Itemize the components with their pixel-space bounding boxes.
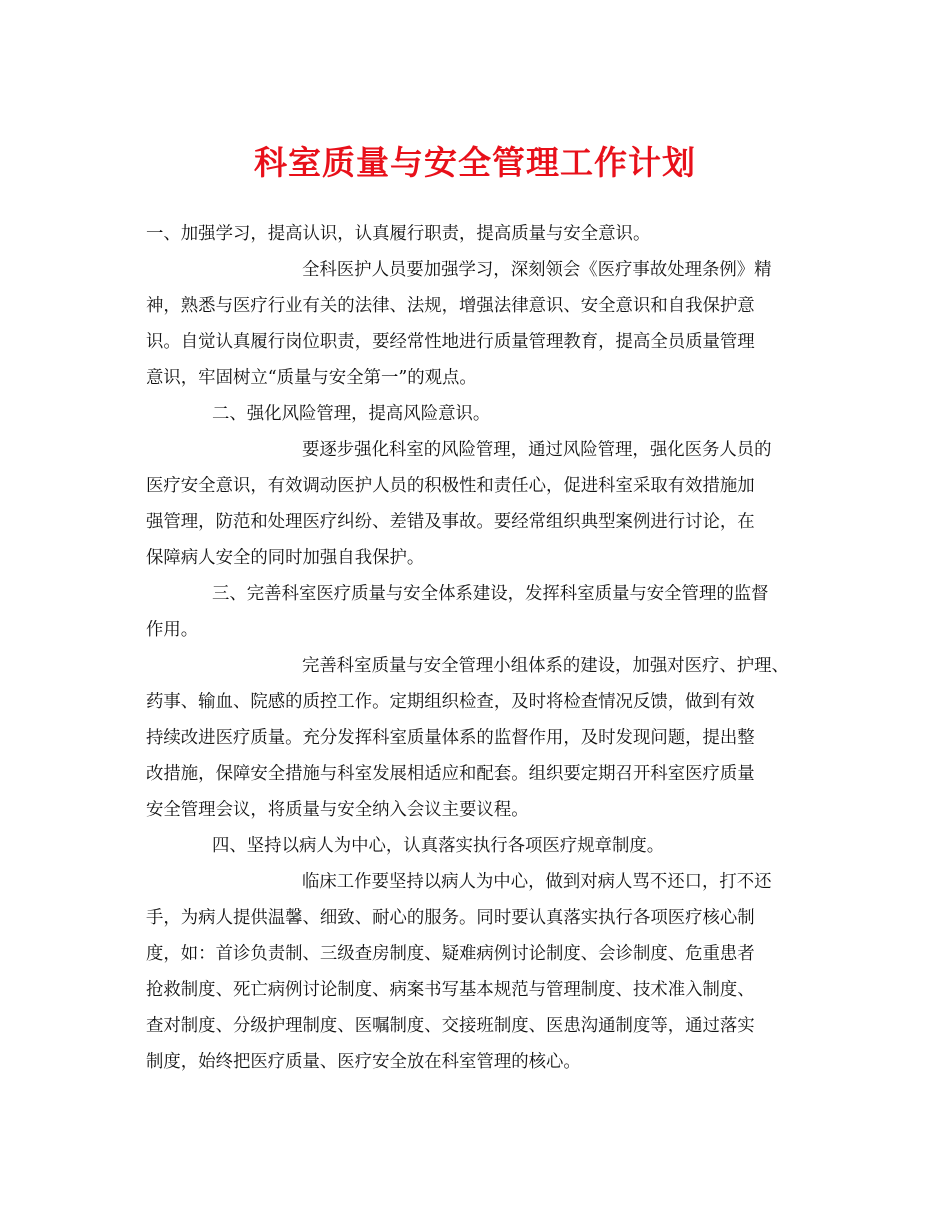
body-line-18: 四、坚持以病人为中心，认真落实执行各项医疗规章制度。 <box>212 836 665 856</box>
body-line-8: 医疗安全意识，有效调动医护人员的积极性和责任心，促进科室采取有效措施加 <box>146 476 755 496</box>
body-line-19: 临床工作要坚持以病人为中心，做到对病人骂不还口，打不还 <box>302 872 772 892</box>
body-line-12: 作用。 <box>146 620 199 640</box>
body-line-23: 查对制度、分级护理制度、医嘱制度、交接班制度、医患沟通制度等，通过落实 <box>146 1016 755 1036</box>
body-line-20: 手，为病人提供温馨、细致、耐心的服务。同时要认真落实执行各项医疗核心制 <box>146 908 755 928</box>
body-line-5: 意识，牢固树立“质量与安全第一”的观点。 <box>146 368 477 388</box>
body-line-16: 改措施，保障安全措施与科室发展相适应和配套。组织要定期召开科室医疗质量 <box>146 764 755 784</box>
body-line-14: 药事、输血、院感的质控工作。定期组织检查，及时将检查情况反馈，做到有效 <box>146 692 755 712</box>
body-line-4: 识。自觉认真履行岗位职责，要经常性地进行质量管理教育，提高全员质量管理 <box>146 332 755 352</box>
body-line-7: 要逐步强化科室的风险管理，通过风险管理，强化医务人员的 <box>302 440 772 460</box>
body-line-21: 度，如：首诊负责制、三级查房制度、疑难病例讨论制度、会诊制度、危重患者 <box>146 944 755 964</box>
body-line-10: 保障病人安全的同时加强自我保护。 <box>146 548 425 568</box>
body-line-3: 神，熟悉与医疗行业有关的法律、法规，增强法律意识、安全意识和自我保护意 <box>146 296 755 316</box>
body-line-13: 完善科室质量与安全管理小组体系的建设，加强对医疗、护理、 <box>302 656 789 676</box>
body-line-6: 二、强化风险管理，提高风险意识。 <box>212 404 491 424</box>
body-line-15: 持续改进医疗质量。充分发挥科室质量体系的监督作用，及时发现问题，提出整 <box>146 728 755 748</box>
body-line-22: 抢救制度、死亡病例讨论制度、病案书写基本规范与管理制度、技术准入制度、 <box>146 980 755 1000</box>
body-line-2: 全科医护人员要加强学习，深刻领会《医疗事故处理条例》精 <box>302 260 772 280</box>
document-title: 科室质量与安全管理工作计划 <box>254 143 696 182</box>
body-line-11: 三、完善科室医疗质量与安全体系建设，发挥科室质量与安全管理的监督 <box>212 584 769 604</box>
body-line-24: 制度，始终把医疗质量、医疗安全放在科室管理的核心。 <box>146 1052 581 1072</box>
body-line-9: 强管理，防范和处理医疗纠纷、差错及事故。要经常组织典型案例进行讨论，在 <box>146 512 755 532</box>
body-line-1: 一、加强学习，提高认识，认真履行职责，提高质量与安全意识。 <box>146 224 651 244</box>
body-line-17: 安全管理会议，将质量与安全纳入会议主要议程。 <box>146 800 529 820</box>
